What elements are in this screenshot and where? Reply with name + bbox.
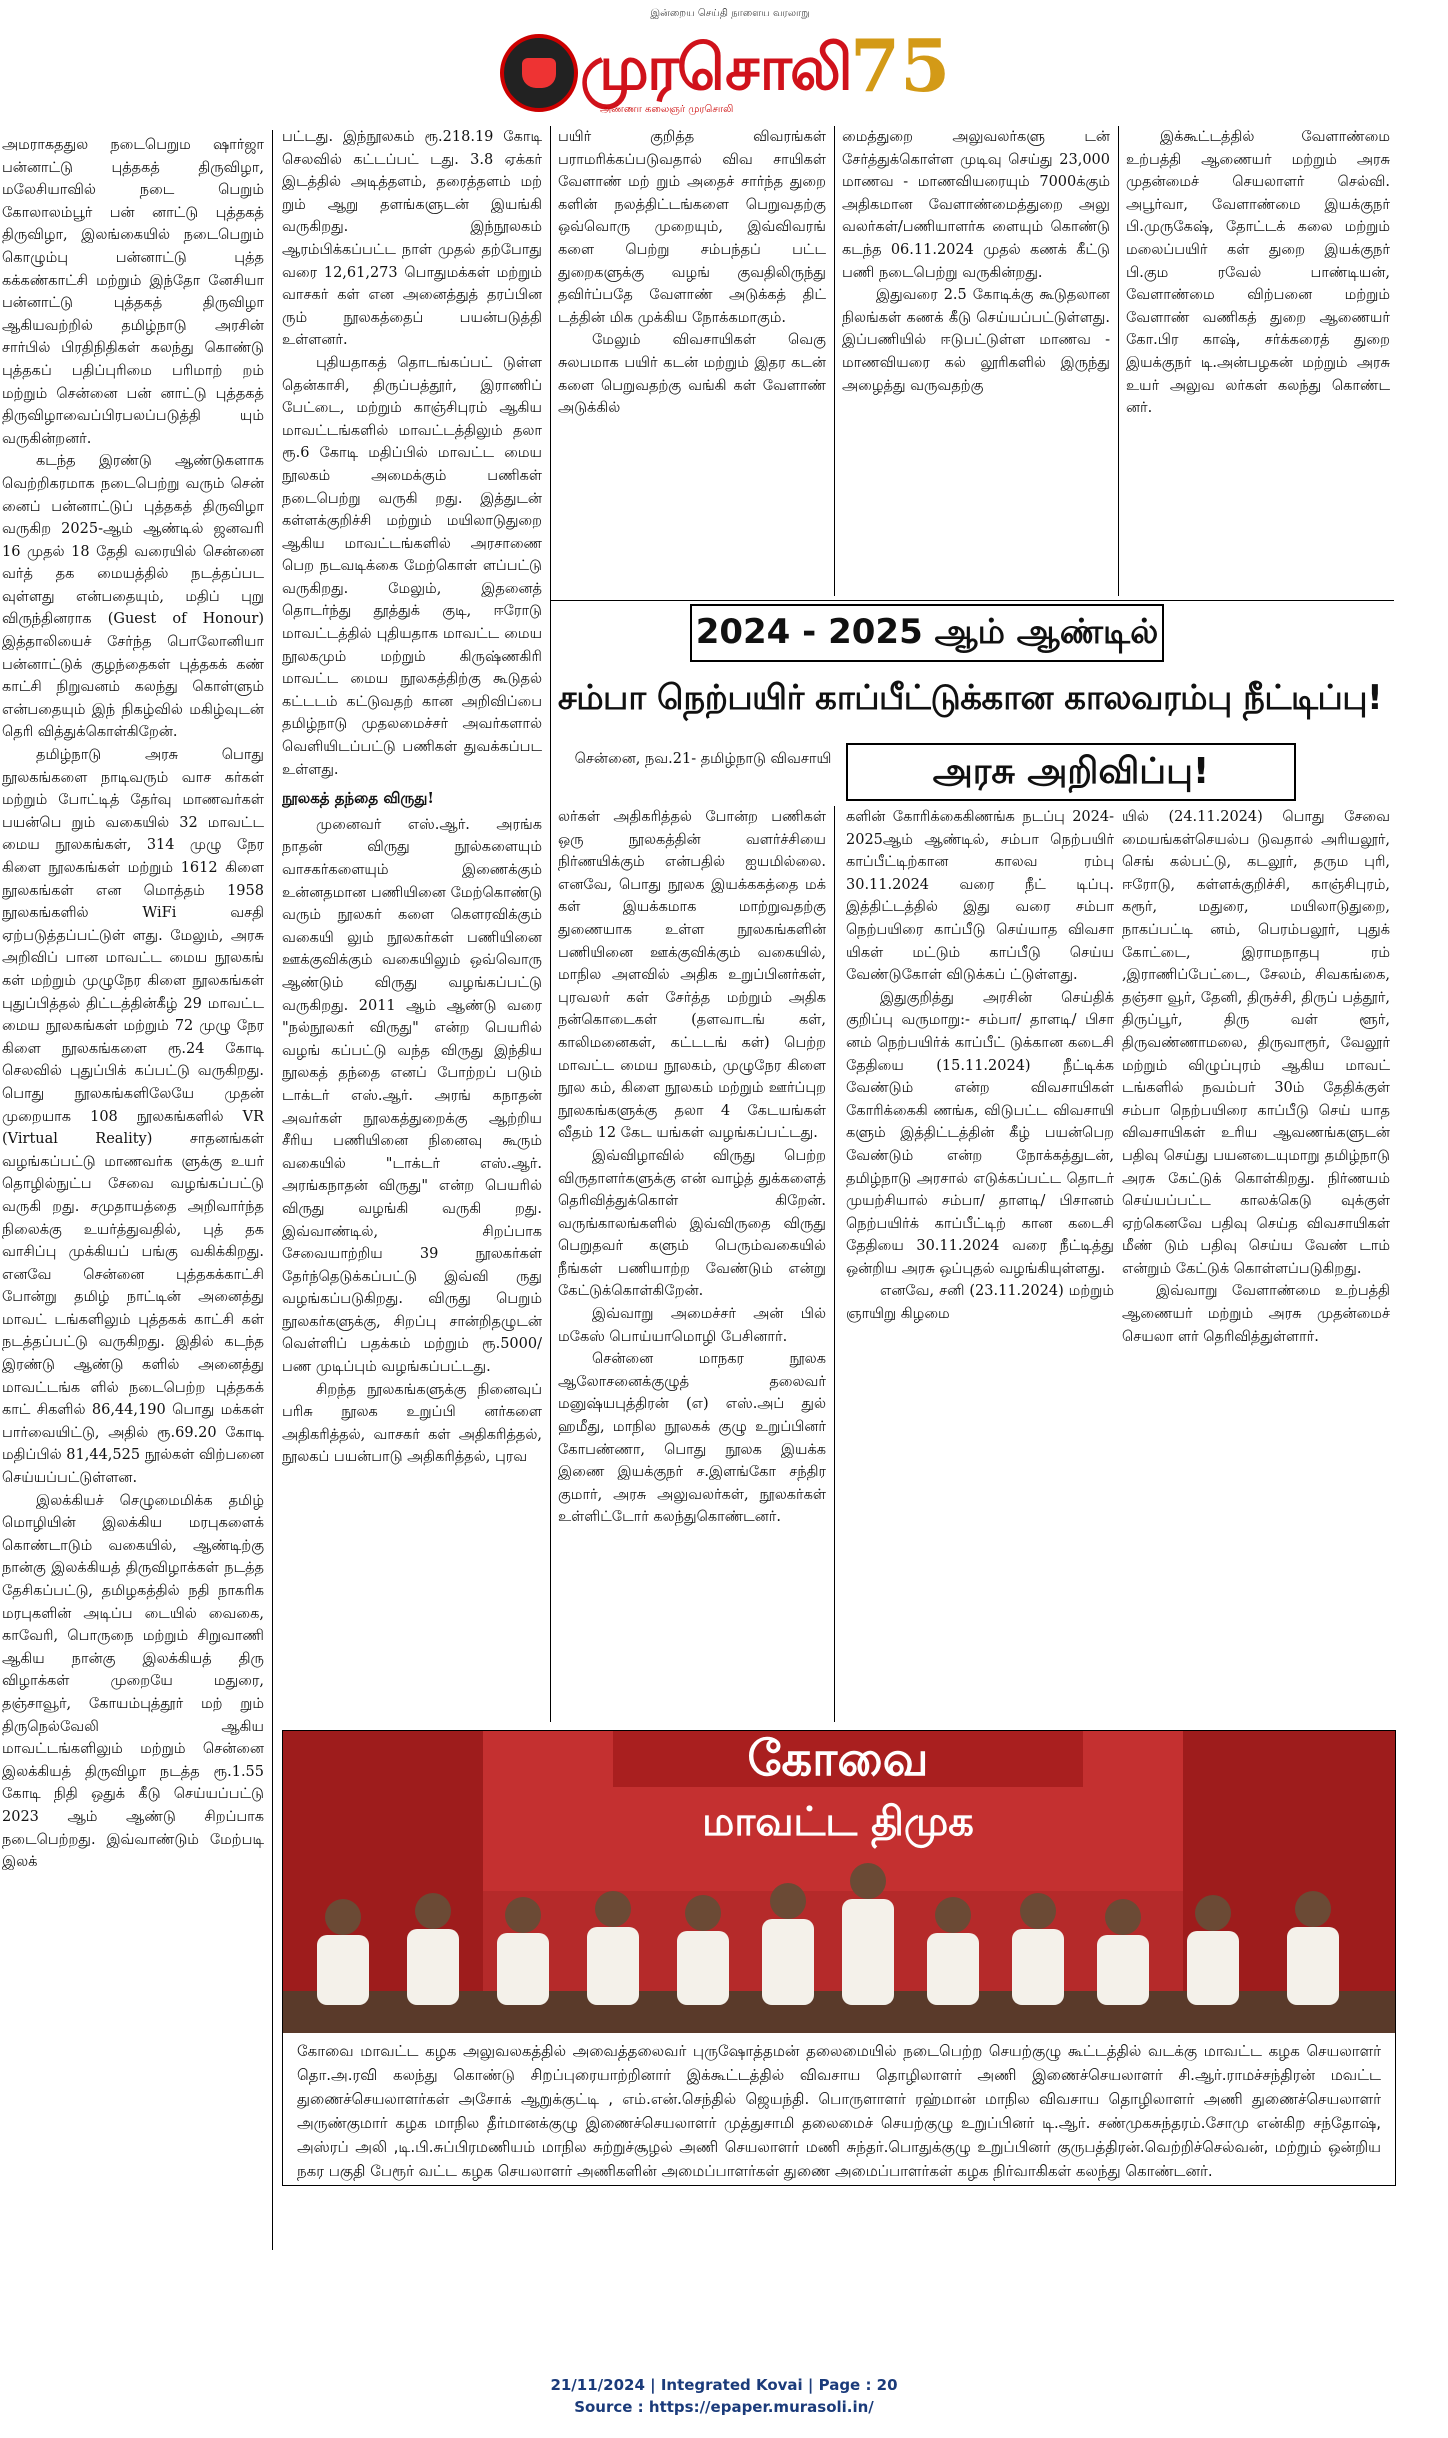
story-kicker: 2024 - 2025 ஆம் ஆண்டில் [690, 604, 1164, 662]
column-divider [834, 126, 835, 596]
masthead [480, 8, 980, 128]
photo-story [282, 1730, 1396, 2186]
article-paragraph: முனைவர் எஸ்.ஆர். அரங்க நாதன் விருது நூல்களையும் வாசகர்களையும் இணைக்கும் உன்னதமான பணியினை மேற்கொண்டு வரும் நூலகர் களை கௌரவிக்கும் வகையி லும் நூலகர்கள் பணியினை ஊக்குவிக்கும் வகையிலும் ஒவ்வொரு ஆண்டும் விருது வழங்கப்பட்டு வருகிறது. 2011 ஆம் ஆண்டு வரை "நல்நூலகர் விருது" என்ற பெயரில் வழங் கப்பட்டு வந்த விருது இந்திய நூலகத் தந்தை எனப் போற்றப் படும் டாக்டர் எஸ்.ஆர். அரங் கநாதன் அவர்கள் நூலகத்துறைக்கு ஆற்றிய சீரிய பணியினை நினைவு கூரும் வகையில் "டாக்டர் எஸ்.ஆர். அரங்கநாதன் விருது" என்ற பெயரில் விருது வழங்கி வருகி றது. இவ்வாண்டில், சிறப்பாக சேவையாற்றிய 39 நூலகர்கள் தேர்ந்தெடுக்கப்பட்டு இவ்வி ருது வழங்கப்படுகிறது. விருது பெறும் நூலகர்களுக்கு, சிறப்பு சான்றிதழுடன் வெள்ளிப் பதக்கம் மற்றும் ரூ.5000/ பண முடிப்பும் வழங்கப்பட்டது. [282, 816, 542, 1376]
article-paragraph: இவ்வாறு அமைச்சர் அன் பில் மகேஸ் பொய்யாமொழி பேசினார். [558, 1306, 826, 1345]
page-footer [0, 2376, 1448, 2416]
article-paragraph: மேலும் விவசாயிகள் வெகு சுலபமாக பயிர் கடன் மற்றும் இதர கடன் களை பெறுவதற்கு வங்கி கள் வேளாண் அடுக்கில் [558, 332, 826, 417]
footer-edition-info: 21/11/2024 | Integrated Kovai | Page : 20 [550, 2376, 898, 2394]
banner-title: கோவை [747, 1731, 929, 1787]
article-paragraph: பட்டது. இந்நூலகம் ரூ.218.19 கோடி செலவில் கட்டப்பட் டது. 3.8 ஏக்கர் இடத்தில் அடித்தளம், தரைத்தளம் மற் றும் ஆறு தளங்களுடன் இயங்கி வருகிறது. இந்நூலகம் ஆரம்பிக்கப்பட்ட நாள் முதல் தற்போது வரை 12,61,273 பொதுமக்கள் மற்றும் வாசகர் கள் என அனைத்துத் தரப்பின ரும் நூலகத்தைப் பயன்படுத்தி உள்ளனர். [282, 129, 542, 349]
party-emblem-icon [500, 34, 578, 112]
samba-column-1 [558, 806, 826, 1722]
article-paragraph: இதுகுறித்து அரசின் செய்திக் குறிப்பு வருமாறு:- சம்பா/ தாளடி/ பிசா னம் நெற்பயிர்க் காப்பீட் டுக்கான கடைசி தேதியை (15.11.2024) நீட்டிக்க வேண்டும் என்ற விவசாயிகள் கோரிக்கைகி ணங்க, விடுபட்ட விவசாயி களும் இத்திட்டத்தின் கீழ் பயன்பெற வேண்டும் என்ற நோக்கத்துடன், தமிழ்நாடு அரசால் எடுக்கப்பட்ட தொடர் முயற்சியால் சம்பா/ தாளடி/ பிசானம் நெற்பயிர்க் காப்பீட்டிற் கான கடைசி தேதியை 30.11.2024 வரை நீட்டித்து ஒன்றிய அரசு ஒப்புதல் வழங்கியுள்ளது. [846, 989, 1114, 1277]
masthead-logo [480, 22, 980, 118]
article-paragraph: இவ்விழாவில் விருது பெற்ற விருதாளர்களுக்கு என் வாழ்த் துக்களைத் தெரிவித்துக்கொள் கிறேன். வருங்காலங்களில் இவ்விருதை விருது பெறுதவர் களும் பெரும்வகையில் நீங்கள் பணியாற்ற வேண்டும் என்று கேட்டுக்கொள்கிறேன். [558, 1147, 826, 1300]
story-dateline: சென்னை, நவ.21- தமிழ்நாடு விவசாயி [574, 751, 832, 767]
second-column [282, 126, 542, 1722]
article-paragraph: இலக்கியச் செழுமைமிக்க தமிழ் மொழியின் இலக்கிய மரபுகளைக் கொண்டாடும் வகையில், ஆண்டிற்கு நான்கு இலக்கியத் திருவிழாக்கள் நடத்த தேசிகப்பட்டு, தமிழகத்தில் நதி நாகரிக மரபுகளின் அடிப்ப டையில் வைகை, காவேரி, பொருநை மற்றும் சிறுவாணி ஆகிய நான்கு இலக்கியத் திரு விழாக்கள் முறையே மதுரை, தஞ்சாவூர், கோயம்புத்தூர் மற் றும் திருநெல்வேலி ஆகிய மாவட்டங்களிலும் மற்றும் சென்னை இலக்கியத் திருவிழா நடத்த ரூ.1.55 கோடி நிதி ஒதுக் கீடு செய்யப்பட்டு 2023 ஆம் ஆண்டு சிறப்பாக நடைபெற்றது. இவ்வாண்டும் மேற்படி இலக் [2, 1492, 264, 1871]
article-paragraph: இதுவரை 2.5 கோடிக்கு கூடுதலான நிலங்கள் கணக் கீடு செய்யப்பட்டுள்ளது. இப்பணியில் ஈடுபட்டுள்ள மாணவ - மாணவியரை கல் லூரிகளில் இருந்து அழைத்து வருவதற்கு [842, 287, 1110, 394]
photo-caption: கோவை மாவட்ட கழக அலுவலகத்தில் அவைத்தலைவர் புருஷோத்தமன் தலைமையில் நடைபெற்ற செயற்குழு கூட்டத்தில் வடக்கு மாவட்ட கழக செயலாளர் தொ.அ.ரவி கலந்து கொண்டு சிறப்புரையாற்றினார் இக்கூட்டத்தில் விவசாய தொழிலாளர் அணி இணைச்செயலாளர் சி.ஆர்.ராமச்சந்திரன் மவட்ட துணைச்செயலாளர்கள் அசோக் ஆறுக்குட்டி , எம்.என்.செந்தில் ஜெயந்தி. பொருளாளர் ரஹ்மான் மாநில விவசாய தொழிலாளர் அணி துணைச்செயலாளர் அருண்குமார் கழக மாநில தீர்மானக்குழு இணைச்செயலாளர் முத்துசாமி தலைமைச் செயற்குழு உறுப்பினர் டி.ஆர். சண்முகசுந்தரம்.சோமு என்கிற சந்தோஷ், அஸ்ரப் அலி ,டி.பி.சுப்பிரமணியம் மாநில சுற்றுச்சூழல் அணி செயலாளர் மணி சுந்தர்.பொதுக்குழு உறுப்பினர் குருபத்திரன்.வெற்றிச்செல்வன், மற்றும் ஒன்றிய நகர பகுதி பேரூர் வட்ட கழக செயலாளர் அணிகளின் அமைப்பாளர்கள் துணை அமைப்பாளர்கள் கழக நிர்வாகிகள் கலந்து கொண்டனர். [297, 2042, 1381, 2180]
section-heading: நூலகத் தந்தை விருது! [282, 789, 434, 808]
article-paragraph: புதியதாகத் தொடங்கப்பட் டுள்ள தென்காசி, திருப்பத்தூர், இராணிப் பேட்டை, மற்றும் காஞ்சிபுரம் ஆகிய மாவட்டங்களில் மாவட்டத்திலும் தலா ரூ.6 கோடி மதிப்பில் மாவட்ட மைய நூலகம் அமைக்கும் பணிகள் நடைபெற்று வருகி றது. இத்துடன் கள்ளக்குறிச்சி மற்றும் மயிலாடுதுறை ஆகிய மாவட்டங்களில் அரசாணை பெற நடவடிக்கை மேற்கொள் ளப்பட்டு வருகிறது. மேலும், இதனைத் தொடர்ந்து தூத்துக் குடி, ஈரோடு மாவட்டத்தில் புதியதாக மாவட்ட மைய நூலகமும் மற்றும் கிருஷ்ணகிரி மாவட்ட மைய நூலகத்திற்கு கூடுதல் கட்டடம் கட்டுவதற் கான அறிவிப்பை தமிழ்நாடு முதலமைச்சர் அவர்களால் வெளியிடப்பட்டு பணிகள் துவக்கப்பட உள்ளது. [282, 354, 542, 778]
article-paragraph: லர்கள் அதிகரித்தல் போன்ற பணிகள் ஒரு நூலகத்தின் வளர்ச்சியை நிர்ணயிக்கும் என்பதில் ஐயமில்லை. எனவே, பொது நூலக இயக்ககத்தை மக் கள் இயக்கமாக மாற்றுவதற்கு துணையாக உள்ள நூலகங்களின் பணியினை ஊக்குவிக்கும் வகையில், மாநில அளவில் அதிக உறுப்பினர்கள், புரவலர் கள் சேர்த்த மற்றும் அதிக நன்கொடைகள் (தளவாடங் கள், காலிமனைகள், கட்டடங் கள்) பெற்ற மாவட்ட மைய நூலகம், முழுநேர கிளை நூல கம், கிளை நூலகம் மற்றும் ஊர்ப்புற நூலகங்களுக்கு தலா 4 கேடயங்கள் வீதம் 12 கேட யங்கள் வழங்கப்பட்டது. [558, 809, 826, 1142]
samba-column-3 [1122, 806, 1390, 1722]
story-rule [550, 600, 1394, 601]
article-paragraph: களின் கோரிக்கைகிணங்க நடப்பு 2024-2025ஆம் ஆண்டில், சம்பா நெற்பயிர் காப்பீட்டிற்கான காலவ ரம்பு 30.11.2024 வரை நீட் டிப்பு. இத்திட்டத்தில் இது வரை சம்பா நெற்பயிரை காப்பீடு செய்யாத விவசா யிகள் மட்டும் காப்பீடு செய்ய வேண்டுகோள் விடுக்கப் ட்டுள்ளது. [846, 809, 1114, 984]
masthead-tagline: இன்றைய செய்தி நாளைய வரலாறு [650, 8, 810, 19]
article-paragraph: சிறந்த நூலகங்களுக்கு நினைவுப் பரிசு நூலக உறுப்பி னர்களை அதிகரித்தல், வாசகர் கள் அதிகரித்தல், நூலகப் பயன்பாடு அதிகரித்தல், புரவ [282, 1381, 542, 1466]
article-paragraph: எனவே, சனி (23.11.2024) மற்றும் ஞாயிறு கிழமை [846, 1283, 1114, 1323]
meeting-photo [283, 1731, 1395, 2033]
meeting-photo-illustration [283, 1731, 1395, 2033]
article-paragraph: யில் (24.11.2024) பொது சேவை மையங்கள்செயல்ப டுவதால் அரியலூர், செங் கல்பட்டு, கடலூர், தரும புரி, ஈரோடு, கள்ளக்குறிச்சி, காஞ்சிபுரம், கரூர், மதுரை, மயிலாடுதுறை, நாகப்பட்டி னம், பெரம்பலூர், புதுக் கோட்டை, இராமநாதபு ரம் ,இராணிப்பேட்டை, சேலம், சிவகங்கை, தஞ்சா வூர், தேனி, திருச்சி, திருப் பத்தூர், திருப்பூர், திரு வள் ளூர், திருவண்ணாமலை, திருவாரூர், வேலூர் மற்றும் விழுப்புரம் ஆகிய மாவட் டங்களில் நவம்பர் 30ம் தேதிக்குள் சம்பா நெற்பயிரை காப்பீடு செய் யாத விவசாயிகள் உரிய ஆவணங்களுடன் பதிவு செய்து பயனடையுமாறு தமிழ்நாடு அரசு கேட்டுக் கொள்கிறது. நிர்ணயம் செய்யப்பட்ட காலக்கெடு வுக்குள் ஏற்கெனவே பதிவு செய்த விவசாயிகள் மீண் டும் பதிவு செய்ய வேண் டாம் என்றும் கேட்டுக் கொள்ளப்படுகிறது. [1122, 809, 1390, 1277]
dateline [574, 748, 832, 804]
column-divider [550, 126, 551, 1722]
newspaper-name: முரசொலி [580, 31, 851, 104]
article-paragraph: சென்னை மாநகர நூலக ஆலோசனைக்குழுத் தலைவர் மனுஷ்யபுத்திரன் (எ) எஸ்.அப் துல் ஹமீது, மாநில நூலகக் குழு உறுப்பினர் கோபண்ணா, பொது நூலக இயக்க இணை இயக்குநர் ச.இளங்கோ சந்திர குமார், அரசு அலுவலர்கள், நூலகர்கள் உள்ளிட்டோர் கலந்துகொண்டனர். [558, 1351, 826, 1526]
article-paragraph: இவ்வாறு வேளாண்மை உற்பத்தி ஆணையர் மற்றும் அரசு முதன்மைச் செயலா ளர் தெரிவித்துள்ளார். [1122, 1283, 1390, 1345]
samba-column-2 [846, 806, 1114, 1722]
story-subhead: அரசு அறிவிப்பு! [846, 743, 1296, 801]
column-divider [1118, 126, 1119, 596]
footer-source-link[interactable]: Source : https://epaper.murasoli.in/ [574, 2398, 874, 2416]
masthead-subtitle: அண்ணா கலைஞர் முரசொலி [600, 104, 734, 115]
article-paragraph: கடந்த இரண்டு ஆண்டுகளாக வெற்றிகரமாக நடைபெற்று வரும் சென் னைப் பன்னாட்டுப் புத்தகத் திருவிழா வருகிற 2025-ஆம் ஆண்டில் ஜனவரி 16 முதல் 18 தேதி வரையில் சென்னை வர்த் தக மையத்தில் நடத்தப்பட வுள்ளது என்பதையும், மதிப் புறு விருந்தினராக (Guest of Honour) இத்தாலியைச் சேர்ந்த பொலோனியா பன்னாட்டுக் குழந்தைகள் புத்தகக் கண் காட்சி நிறுவனம் கலந்து கொள்ளும் என்பதையும் இந் நிகழ்வில் மகிழ்வுடன் தெரி வித்துக்கொள்கிறேன். [2, 453, 264, 741]
banner-subtitle: மாவட்ட திமுக [702, 1799, 974, 1845]
article-paragraph: தமிழ்நாடு அரசு பொது நூலகங்களை நாடிவரும் வாச கர்கள் மற்றும் போட்டித் தேர்வு மாணவர்கள் பயன்பெ றும் வகையில் 32 மாவட்ட மைய நூலகங்கள், 314 முழு நேர கிளை நூலகங்கள் மற்றும் 1612 கிளை நூலகங்கள் என மொத்தம் 1958 நூலகங்களில் WiFi வசதி ஏற்படுத்தப்பட்டுள் ளது. மேலும், அரசு அறிவிப் பான மாவட்ட மைய நூலகங் கள் மற்றும் முழுநேர கிளை நூலகங்கள் புதுப்பித்தல் திட்டத்தின்கீழ் 29 மாவட்ட மைய நூலகங்கள் மற்றும் 72 முழு நேர கிளை நூலகங்களை ரூ.24 கோடி செலவில் புதுப்பிக் கப்பட்டு வருகிறது. பொது நூலகங்களிலேயே முதன் முறையாக 108 நூலகங்களில் VR (Virtual Reality) சாதனங்கள் வழங்கப்பட்டு மாணவர்க ளுக்கு உயர் தொழில்நுட்ப சேவை வழங்கப்பட்டு வருகி றது. சமுதாயத்தை அறிவார்ந்த நிலைக்கு உயர்த்துவதில், புத் தக வாசிப்பு முக்கியப் பங்கு வகிக்கிறது. எனவே சென்னை புத்தகக்காட்சி போன்று தமிழ் நாட்டின் அனைத்து மாவட் டங்களிலும் புத்தகக் காட்சி கள் நடத்தப்பட்டு வருகிறது. இதில் கடந்த இரண்டு ஆண்டு களில் அனைத்து மாவட்டங்க ளில் நடைபெற்ற புத்தகக் காட் சிகளில் 86,44,190 பொது மக்கள் பார்வையிட்டு, அதில் ரூ.69.20 கோடி மதிப்பில் 81,44,525 நூல்கள் விற்பனை செய்யப்பட்டுள்ளன. [2, 747, 264, 1487]
article-paragraph: மைத்துறை அலுவலர்களு டன் சேர்த்துக்கொள்ள முடிவு செய்து 23,000 மாணவ - மாணவியரையும் 7000க்கும் அதிகமான வேளாண்மைத்துறை அலு வலர்கள்/பணியாளர்க ளையும் கொண்டு கடந்த 06.11.2024 முதல் கணக் கீட்டு பணி நடைபெற்று வருகின்றது. [842, 129, 1110, 281]
column-divider [272, 130, 273, 2250]
left-column [2, 134, 264, 2244]
column-divider [834, 806, 835, 1722]
article-paragraph: இக்கூட்டத்தில் வேளாண்மை உற்பத்தி ஆணையர் மற்றும் அரசு முதன்மைச் செயலாளர் செல்வி. அபூர்வா, வேளாண்மை இயக்குநர் பி.முருகேஷ், தோட்டக் கலை மற்றும் மலைப்பயிர் கள் துறை இயக்குநர் பி.கும ரவேல் பாண்டியன், வேளாண்மை விற்பனை மற்றும் வேளாண் வணிகத் துறை ஆணையர் கோ.பிர காஷ், சர்க்கரைத் துறை இயக்குநர் டி.அன்பழகன் மற்றும் அரசு உயர் அலுவ லர்கள் கலந்து கொண்ட னர். [1126, 129, 1390, 417]
article-paragraph: பயிர் குறித்த விவரங்கள் பராமரிக்கப்படுவதால் விவ சாயிகள் வேளாண் மற் றும் அதைச் சார்ந்த துறை களின் நலத்திட்டங்களை பெறுவதற்கு ஒவ்வொரு முறையும், இவ்விவரங் களை பெற்று சம்பந்தப் பட்ட துறைகளுக்கு வழங் குவதிலிருந்து தவிர்ப்பதே வேளாண் அடுக்கத் திட் டத்தின் மிக முக்கிய நோக்கமாகும். [558, 129, 826, 326]
article-paragraph: அமராகததுல நடைபெறும ஷார்ஜா பன்னாட்டு புத்தகத் திருவிழா, மலேசியாவில் நடை பெறும் கோலாலம்பூர் பன் னாட்டு புத்தகத் திருவிழா, இலங்கையில் நடைபெறும் கொழும்பு பன்னாட்டு புத்த கக்கண்காட்சி மற்றும் இந்தோ னேசியா பன்னாட்டு புத்தகத் திருவிழா ஆகியவற்றில் தமிழ்நாடு அரசின் சார்பில் பிரதிநிதிகள் கலந்து கொண்டு புத்தகப் பதிப்புரிமை பரிமாற் றம் மற்றும் சென்னை பன் னாட்டு புத்தகத் திருவிழாவைப்பிரபலப்படுத்தி யும் வருகின்றனர். [2, 137, 264, 447]
anniversary-badge: 75 [850, 23, 951, 108]
fourth-column-top [842, 126, 1110, 596]
story-headline: சம்பா நெற்பயிர் காப்பீட்டுக்கான காலவரம்பு நீட்டிப்பு! [557, 678, 1383, 718]
third-column-top [558, 126, 826, 596]
fifth-column-top [1126, 126, 1390, 596]
